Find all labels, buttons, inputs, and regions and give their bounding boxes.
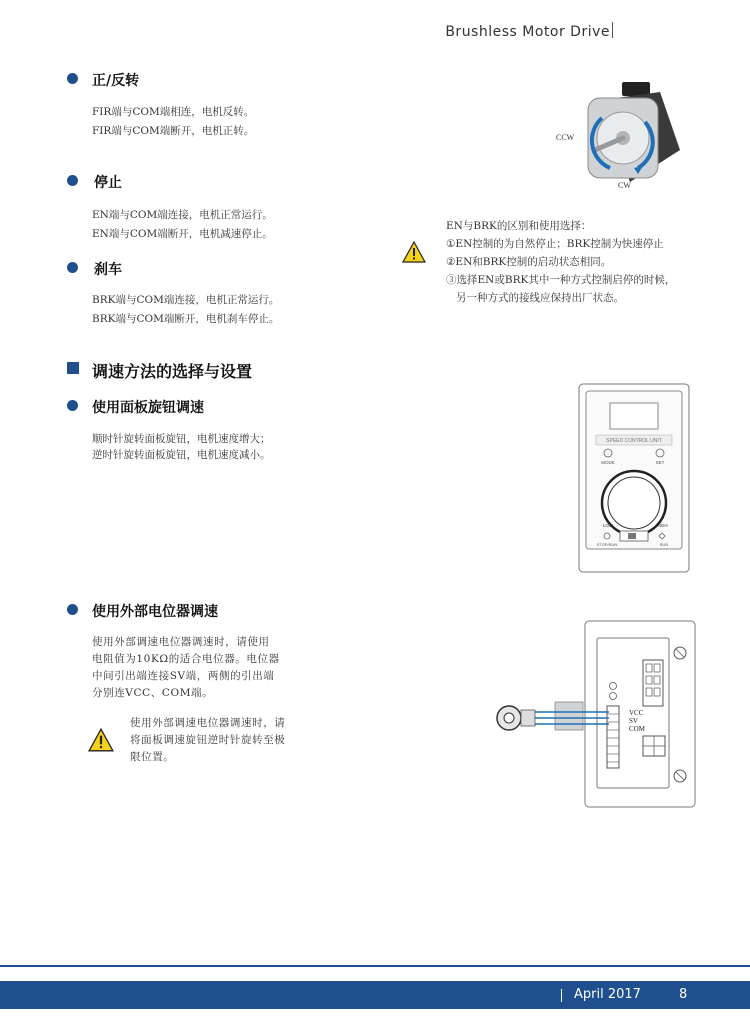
text-line: EN与BRK的区别和使用选择： xyxy=(446,220,592,232)
footer-divider xyxy=(561,989,562,1002)
text-line: ②EN和BRK控制的启动状态相同。 xyxy=(446,256,612,268)
text-line: ①EN控制的为自然停止；BRK控制为快速停止 xyxy=(446,238,664,250)
stop-run-label: STOP/RUN xyxy=(596,542,618,547)
stop-heading: 停止 xyxy=(94,175,122,191)
text-line: EN端与COM端断开，电机减速停止。 xyxy=(92,228,273,240)
fwd-rev-text xyxy=(92,103,254,141)
text-line: FIR端与COM端断开，电机正转。 xyxy=(92,125,255,137)
bullet-icon xyxy=(67,604,78,615)
low-label: LOW xyxy=(602,523,614,528)
text-line: 顺时针旋转面板旋钮，电机速度增大； xyxy=(92,433,271,445)
pot-body-shape xyxy=(521,710,535,726)
panel-title-label: SPEED CONTROL UNIT xyxy=(606,438,662,444)
external-pot-text xyxy=(92,634,280,702)
text-line: 限位置。 xyxy=(130,751,175,763)
brake-heading: 刹车 xyxy=(94,262,122,278)
text-line: 中间引出端连接SV端，两侧的引出端 xyxy=(92,670,275,682)
text-line: 逆时针旋转面板旋钮，电机速度减小。 xyxy=(92,449,271,461)
speed-knob-icon xyxy=(608,477,660,529)
bullet-icon xyxy=(67,175,78,186)
speed-control-panel-diagram xyxy=(578,383,690,573)
text-line: FIR端与COM端相连，电机反转。 xyxy=(92,106,255,118)
text-line: 另一种方式的接线应保持出厂状态。 xyxy=(446,292,625,304)
display-window-shape xyxy=(610,403,658,429)
set-label: SET xyxy=(655,460,665,465)
text-line: EN端与COM端连接，电机正常运行。 xyxy=(92,209,273,221)
ccw-label: CCW xyxy=(556,133,575,142)
text-line: 电阻值为10KΩ的适合电位器。电位器 xyxy=(92,653,280,665)
footer-rule xyxy=(0,965,750,967)
bullet-icon xyxy=(67,262,78,273)
text-line: 将面板调速旋钮逆时针旋转至极 xyxy=(130,734,286,746)
text-line: 使用外部调速电位器调速时，请 xyxy=(130,717,286,729)
text-line: BRK端与COM端连接，电机正常运行。 xyxy=(92,294,280,306)
bullet-icon xyxy=(67,73,78,84)
warning-icon xyxy=(88,728,114,752)
external-pot-wiring-diagram xyxy=(493,620,698,810)
signal-terminal-strip-shape xyxy=(607,706,619,768)
header-title: Brushless Motor Drive xyxy=(445,24,610,40)
panel-knob-text xyxy=(92,431,271,463)
text-line: ③选择EN或BRK其中一种方式控制启停的时候， xyxy=(446,274,676,286)
en-brk-note xyxy=(446,217,675,307)
text-line: 使用外部调速电位器调速时，请使用 xyxy=(92,636,270,648)
high-label: HIGH xyxy=(656,523,668,528)
panel-knob-heading: 使用面板旋钮调速 xyxy=(92,400,204,416)
bullet-icon xyxy=(67,400,78,411)
vcc-label: VCC xyxy=(629,709,644,717)
text-line: 分别连VCC、COM端。 xyxy=(92,687,214,699)
warning-icon xyxy=(402,241,426,263)
text-line: BRK端与COM端断开，电机刹车停止。 xyxy=(92,313,280,325)
switch-toggle-shape xyxy=(628,533,636,539)
fwd-rev-heading: 正/反转 xyxy=(92,73,140,89)
external-pot-heading: 使用外部电位器调速 xyxy=(92,604,218,620)
cable-sheath-shape xyxy=(555,702,583,730)
sv-label: SV xyxy=(629,717,638,725)
footer-date: April 2017 xyxy=(574,987,641,1002)
page-number: 8 xyxy=(679,987,688,1002)
speed-section-heading: 调速方法的选择与设置 xyxy=(92,362,253,381)
cw-label: CW xyxy=(618,181,631,190)
section-square-icon xyxy=(67,362,79,374)
connector-shape xyxy=(622,82,650,96)
mode-label: MODE xyxy=(601,460,615,465)
brake-text xyxy=(92,291,279,329)
run-label: RUN xyxy=(659,542,669,547)
com-label: COM xyxy=(629,725,645,733)
stop-text xyxy=(92,206,273,244)
pot-note xyxy=(130,715,285,766)
motor-rotation-diagram xyxy=(550,70,690,195)
header-divider xyxy=(612,22,613,38)
